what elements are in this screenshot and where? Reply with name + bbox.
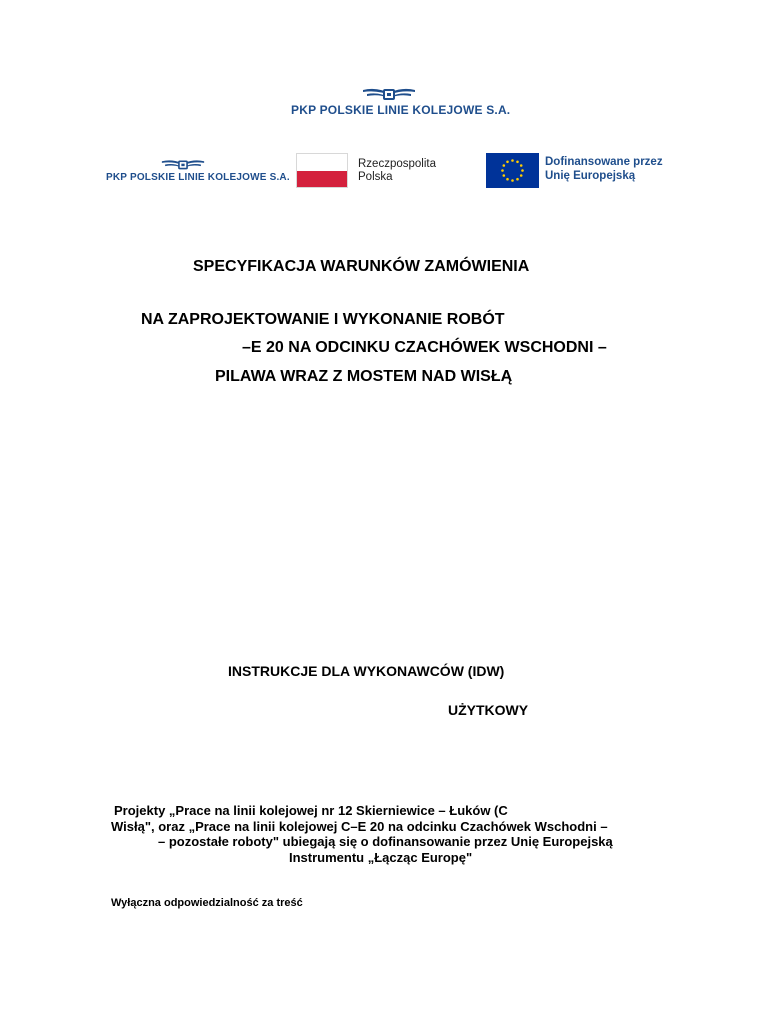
subject-line-2: –E 20 NA ODCINKU CZACHÓWEK WSCHODNI – xyxy=(242,339,607,356)
subject-line-1: NA ZAPROJEKTOWANIE I WYKONANIE ROBÓT xyxy=(141,311,505,328)
disclaimer-text: Wyłączna odpowiedzialność za treść xyxy=(111,897,303,909)
pkp-emblem-small-icon xyxy=(160,158,206,171)
projects-line-1: Projekty „Prace na linii kolejowej nr 12 Skierniewice – Łuków (C xyxy=(114,803,508,818)
status-label: UŻYTKOWY xyxy=(448,702,529,718)
pkp-emblem-icon xyxy=(361,86,417,102)
poland-flag-icon xyxy=(296,153,348,188)
eu-logo-line1: Dofinansowane przez xyxy=(545,156,663,168)
rp-logo-line1: Rzeczpospolita xyxy=(358,158,436,170)
pkp-left-logo-text: PKP POLSKIE LINIE KOLEJOWE S.A. xyxy=(106,172,290,183)
projects-line-4: Instrumentu „Łącząc Europę" xyxy=(289,850,473,865)
rp-logo-line2: Polska xyxy=(358,171,393,183)
subject-line-3: PILAWA WRAZ Z MOSTEM NAD WISŁĄ xyxy=(215,368,513,385)
pkp-top-logo-text: PKP POLSKIE LINIE KOLEJOWE S.A. xyxy=(291,103,511,117)
eu-logo-line2: Unię Europejską xyxy=(545,170,636,182)
projects-line-2: Wisłą", oraz „Prace na linii kolejowej C–E 20 na odcinku Czachówek Wschodni – xyxy=(111,819,608,834)
eu-flag-icon xyxy=(486,153,539,188)
document-title: SPECYFIKACJA WARUNKÓW ZAMÓWIENIA xyxy=(193,258,530,275)
projects-line-3: – pozostałe roboty" ubiegają się o dofinansowanie przez Unię Europejską xyxy=(158,834,613,849)
instructions-heading: INSTRUKCJE DLA WYKONAWCÓW (IDW) xyxy=(228,663,505,679)
